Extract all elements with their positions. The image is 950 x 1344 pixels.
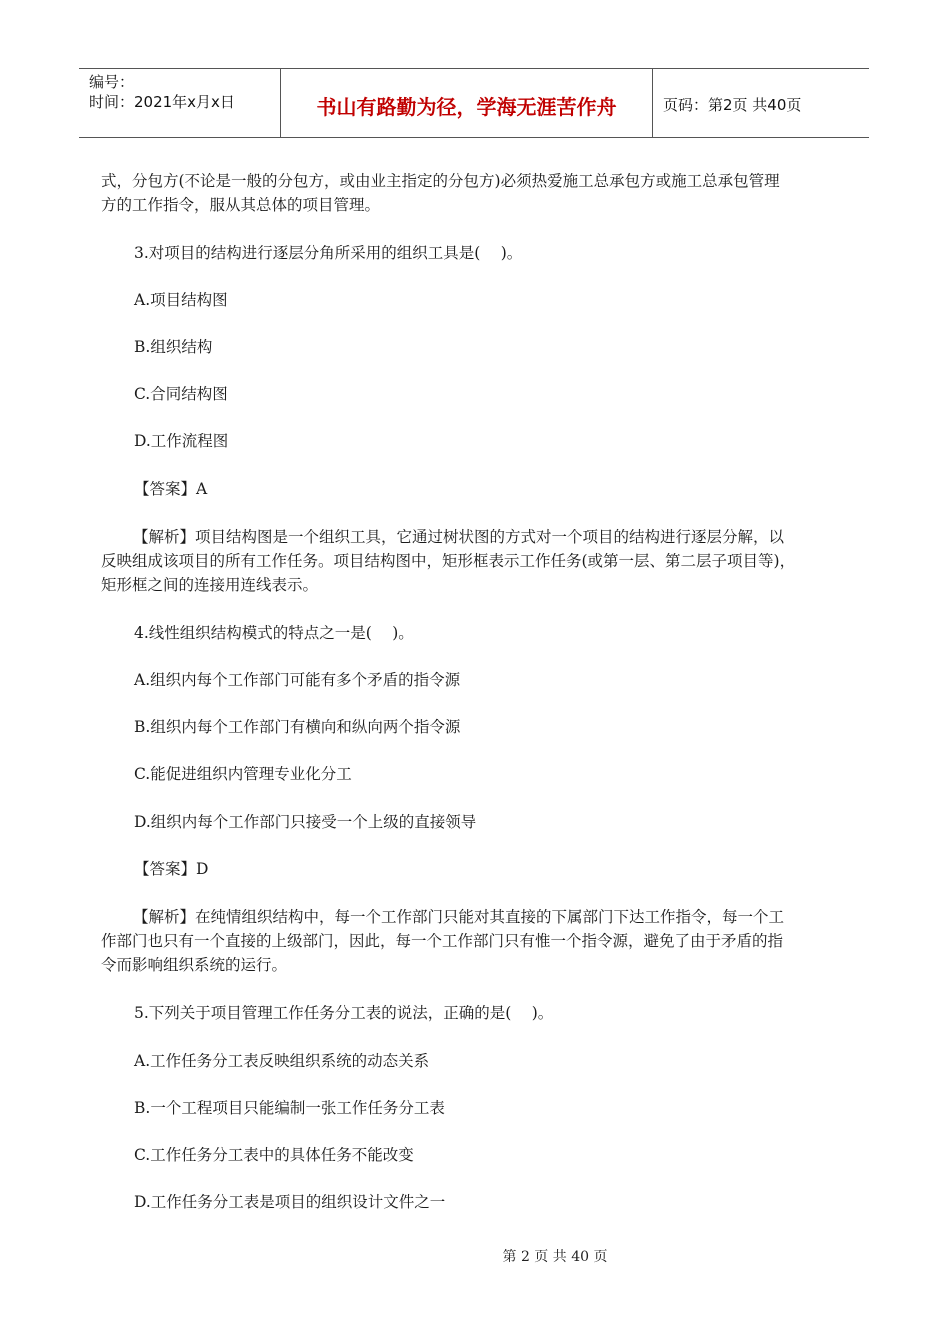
question-5-text: 5.下列关于项目管理工作任务分工表的说法，正确的是( )。 — [134, 1004, 554, 1022]
intro-line: 式，分包方(不论是一般的分包方，或由业主指定的分包方)必须热爱施工总承包方或施工总承包管理 — [101, 172, 780, 190]
question-3-option-b: B.组织结构 — [134, 338, 213, 356]
question-5-option-d: D.工作任务分工表是项目的组织设计文件之一 — [134, 1193, 446, 1211]
question-4-option-d: D.组织内每个工作部门只接受一个上级的直接领导 — [134, 813, 477, 831]
header-motto-cell — [281, 69, 653, 137]
question-4-option-b: B.组织内每个工作部门有横向和纵向两个指令源 — [134, 718, 461, 736]
question-4-option-c: C.能促进组织内管理专业化分工 — [134, 765, 352, 783]
document-number-label: 编号： — [89, 73, 135, 91]
analysis-line: 反映组成该项目的所有工作任务。项目结构图中，矩形框表示工作任务(或第一层、第二层子项目等)， — [101, 552, 796, 570]
analysis-line: 令而影响组织系统的运行。 — [101, 956, 288, 974]
document-time-label: 时间：2021年x月x日 — [89, 93, 235, 111]
question-3-text: 3.对项目的结构进行逐层分角所采用的组织工具是( )。 — [134, 244, 523, 262]
question-3-analysis — [101, 525, 795, 597]
question-3-answer: 【答案】A — [134, 480, 208, 498]
intro-line: 方的工作指令，服从其总体的项目管理。 — [101, 196, 381, 214]
question-5-option-a: A.工作任务分工表反映组织系统的动态关系 — [134, 1052, 430, 1070]
question-3-option-d: D.工作流程图 — [134, 432, 229, 450]
analysis-line: 【解析】项目结构图是一个组织工具，它通过树状图的方式对一个项目的结构进行逐层分解，以 — [133, 528, 785, 546]
question-5-option-b: B.一个工程项目只能编制一张工作任务分工表 — [134, 1099, 445, 1117]
page-footer: 第 2 页 共 40 页 — [502, 1249, 608, 1265]
question-4-answer: 【答案】D — [134, 860, 209, 878]
page-header — [79, 68, 869, 138]
analysis-line: 矩形框之间的连接用连线表示。 — [101, 576, 319, 594]
question-5-option-c: C.工作任务分工表中的具体任务不能改变 — [134, 1146, 414, 1164]
question-4-option-a: A.组织内每个工作部门可能有多个矛盾的指令源 — [134, 671, 461, 689]
analysis-line: 【解析】在纯情组织结构中，每一个工作部门只能对其直接的下属部门下达工作指令，每一个工 — [133, 908, 785, 926]
header-page-cell — [653, 69, 869, 137]
header-page-info: 页码：第2页 共40页 — [663, 96, 802, 114]
question-4-text: 4.线性组织结构模式的特点之一是( )。 — [134, 624, 414, 642]
analysis-line: 作部门也只有一个直接的上级部门，因此，每一个工作部门只有惟一个指令源，避免了由于矛盾的指 — [101, 932, 784, 950]
question-3-option-a: A.项目结构图 — [134, 291, 228, 309]
question-3-option-c: C.合同结构图 — [134, 385, 228, 403]
intro-paragraph — [101, 169, 780, 217]
question-4-analysis — [101, 905, 784, 977]
header-motto: 书山有路勤为径，学海无涯苦作舟 — [316, 95, 617, 119]
header-meta-cell — [79, 69, 281, 137]
